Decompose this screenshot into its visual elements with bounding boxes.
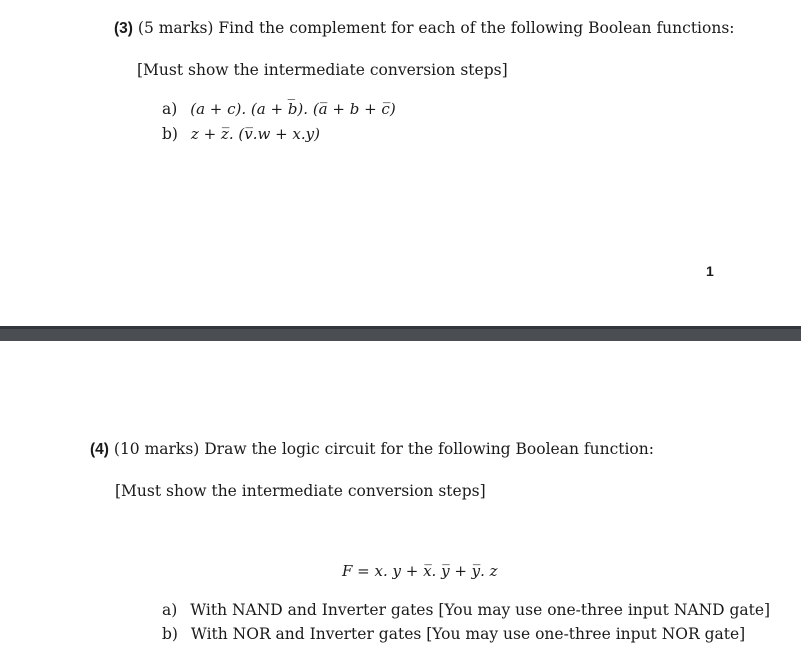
- item-text: With NOR and Inverter gates [You may use one-three input NOR gate]: [190, 625, 746, 643]
- item-expression: z + z̅. (v̅.w + x.y): [190, 125, 320, 143]
- item-label: a): [162, 100, 178, 118]
- item-label: b): [162, 125, 178, 143]
- question-3-text: (5 marks) Find the complement for each of the following Boolean functions:: [137, 19, 735, 37]
- item-label: a): [162, 601, 178, 619]
- item-text: With NAND and Inverter gates [You may use one-three input NAND gate]: [190, 601, 771, 619]
- question-4-number: (4): [90, 441, 109, 458]
- question-4-text: (10 marks) Draw the logic circuit for the following Boolean function:: [113, 440, 654, 458]
- question-4-item-b: [162, 625, 745, 643]
- question-4-header: [90, 440, 654, 459]
- question-4-note: [Must show the intermediate conversion steps]: [115, 482, 486, 500]
- item-label: b): [162, 625, 178, 643]
- question-3-header: [114, 19, 735, 38]
- page-separator: [0, 326, 801, 341]
- question-3-item-a: [162, 100, 396, 118]
- page-2: [0, 341, 801, 663]
- item-expression: (a + c). (a + b̅). (a̅ + b + c̅): [190, 100, 396, 118]
- question-3-item-b: [162, 125, 320, 143]
- boolean-function: F = x. y + x̅. y̅ + y̅. z: [342, 562, 498, 580]
- question-3-note: [Must show the intermediate conversion steps]: [137, 61, 508, 79]
- question-4-item-a: [162, 601, 770, 619]
- page-number: 1: [706, 263, 714, 279]
- page-1: [0, 0, 801, 326]
- question-3-number: (3): [114, 20, 133, 37]
